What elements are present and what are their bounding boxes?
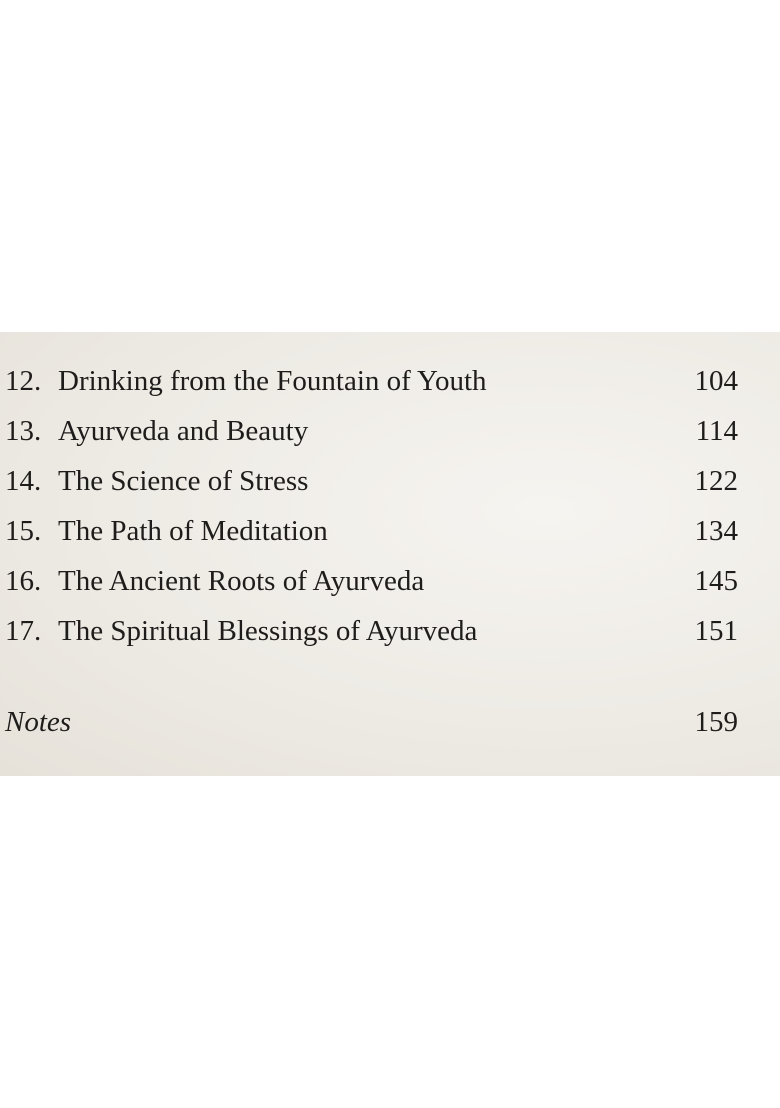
entry-title: Drinking from the Fountain of Youth — [58, 365, 487, 397]
notes-title: Notes — [5, 706, 72, 738]
toc-notes-entry — [0, 702, 780, 742]
entry-title: The Science of Stress — [58, 465, 309, 497]
entry-page: 122 — [694, 465, 738, 497]
entry-number: 14. — [5, 465, 42, 497]
entry-title: The Spiritual Blessings of Ayurveda — [58, 615, 478, 647]
entry-page: 104 — [694, 365, 738, 397]
toc-entry — [0, 561, 780, 601]
entry-page: 145 — [694, 565, 738, 597]
entry-number: 15. — [5, 515, 42, 547]
entry-page: 114 — [695, 415, 738, 447]
entry-page: 134 — [694, 515, 738, 547]
entry-title: The Path of Meditation — [58, 515, 328, 547]
entry-number: 13. — [5, 415, 42, 447]
toc-entry — [0, 411, 780, 451]
entry-page: 151 — [694, 615, 738, 647]
toc-page — [0, 332, 780, 776]
entry-title: The Ancient Roots of Ayurveda — [58, 565, 425, 597]
entry-title: Ayurveda and Beauty — [58, 415, 309, 447]
toc-entry — [0, 461, 780, 501]
entry-number: 16. — [5, 565, 42, 597]
toc-entry — [0, 361, 780, 401]
entry-number: 17. — [5, 615, 42, 647]
toc-entry — [0, 511, 780, 551]
toc-entry — [0, 611, 780, 651]
notes-page: 159 — [694, 706, 738, 738]
entry-number: 12. — [5, 365, 42, 397]
